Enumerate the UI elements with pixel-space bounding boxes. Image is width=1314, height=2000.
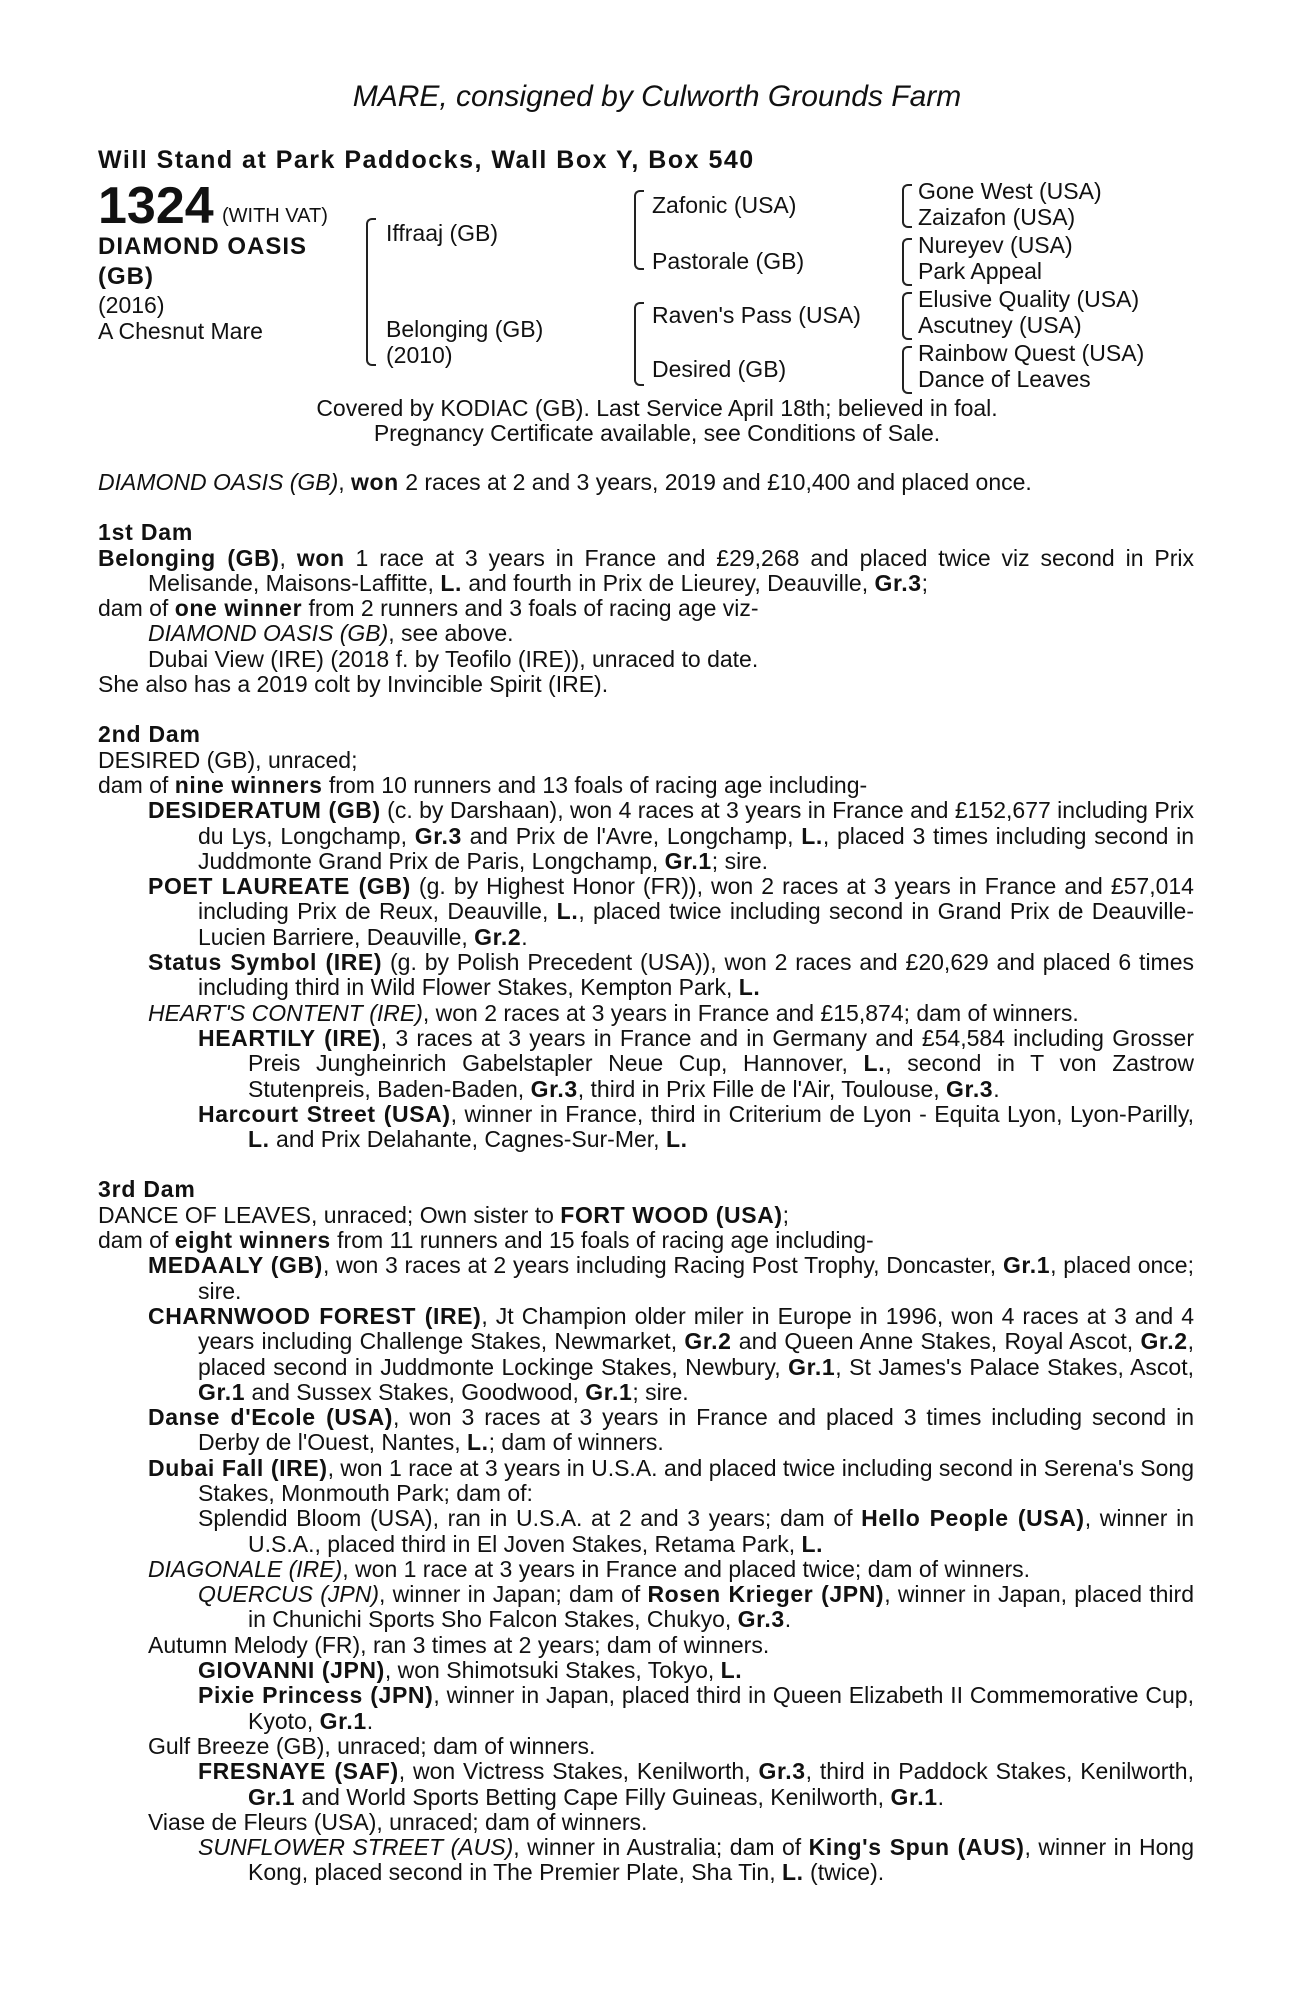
pedigree-brace xyxy=(902,184,912,228)
grand-produce-item: Harcourt Street (USA), winner in France, third in Criterium de Lyon - Equita Lyon, Lyon-Parilly, L. and Prix Delahante, Cagnes-Sur-Mer, L. xyxy=(198,1100,1194,1153)
pedigree-brace xyxy=(634,190,644,270)
third-dam-produce: dam of eight winners from 11 runners and 15 foals of racing age including- xyxy=(98,1227,874,1254)
pedigree-brace xyxy=(902,292,912,340)
pedigree-brace xyxy=(634,302,644,386)
produce-item: HEART'S CONTENT (IRE), won 2 races at 3 years in France and £15,874; dam of winners. xyxy=(148,999,1079,1026)
sd-dam: Park Appeal xyxy=(918,258,1043,284)
produce-item: Status Symbol (IRE) (g. by Polish Precedent (USA)), won 2 races and £20,629 and placed 6 times including third in Wild Flower Stakes, Kempton Park, L. xyxy=(148,949,1194,1001)
ds-dam: Ascutney (USA) xyxy=(918,312,1082,338)
ss-sire: Gone West (USA) xyxy=(918,178,1102,204)
produce-item: DIAGONALE (IRE), won 1 race at 3 years in France and placed twice; dam of winners. xyxy=(148,1555,1031,1582)
produce-note: She also has a 2019 colt by Invincible Spirit (IRE). xyxy=(98,671,609,698)
third-dam-heading: 3rd Dam xyxy=(98,1176,196,1203)
dam: Belonging (GB) xyxy=(386,316,544,342)
produce-item: DIAMOND OASIS (GB), see above. xyxy=(148,620,514,647)
produce-item: MEDAALY (GB), won 3 races at 2 years including Racing Post Trophy, Doncaster, Gr.1, placed once; sire. xyxy=(148,1252,1194,1304)
pedigree-brace xyxy=(366,218,376,366)
produce-item: Dubai Fall (IRE), won 1 race at 3 years in U.S.A. and placed twice including second in Serena's Song Stakes, Monmouth Park; dam of: xyxy=(148,1454,1194,1506)
produce-item: Danse d'Ecole (USA), won 3 races at 3 years in France and placed 3 times including second in Derby de l'Ouest, Nantes, L.; dam of winners. xyxy=(148,1404,1194,1456)
grand-produce-item: FRESNAYE (SAF), won Victress Stakes, Kenilworth, Gr.3, third in Paddock Stakes, Kenilworth, Gr.1 and World Sports Betting Cape Filly Guineas, Kenilworth, Gr.1. xyxy=(198,1758,1194,1810)
sd-sire: Nureyev (USA) xyxy=(918,232,1073,258)
horse-info xyxy=(98,292,263,344)
dam-year: (2010) xyxy=(386,342,453,368)
foaling-year: (2016) xyxy=(98,292,165,318)
stand-location: Will Stand at Park Paddocks, Wall Box Y, Box 540 xyxy=(98,146,755,174)
produce-item: Autumn Melody (FR), ran 3 times at 2 years; dam of winners. xyxy=(148,1631,770,1658)
second-dam-produce: dam of nine winners from 10 runners and 13 foals of racing age including- xyxy=(98,771,868,798)
sire-sire: Zafonic (USA) xyxy=(652,192,797,218)
grand-produce-item: HEARTILY (IRE), 3 races at 3 years in France and in Germany and £54,584 including Grosser Preis Jungheinrich Gabelstapler Neue Cup, Hannover, L., second in T von Zastrow Stutenpreis, Baden-Baden, Gr.3, third in Prix Fille de l'Air, Toulouse, Gr.3. xyxy=(198,1024,1194,1102)
produce-item: Gulf Breeze (GB), unraced; dam of winners. xyxy=(148,1732,596,1759)
horse-name-line1: DIAMOND OASIS xyxy=(98,233,308,260)
produce-item: CHARNWOOD FOREST (IRE), Jt Champion older miler in Europe in 1996, won 4 races at 3 and 4 years including Challenge Stakes, Newmarket, Gr.2 and Queen Anne Stakes, Royal Ascot, Gr.2, placed second in Juddmonte Lockinge Stakes, Newbury, Gr.1, St James's Palace Stakes, Ascot, Gr.1 and Sussex Stakes, Goodwood, Gr.1; sire. xyxy=(148,1302,1194,1405)
horse-name-line2: (GB) xyxy=(98,263,154,290)
second-dam-record: DESIRED (GB), unraced; xyxy=(98,746,358,773)
grand-produce-item: QUERCUS (JPN), winner in Japan; dam of Rosen Krieger (JPN), winner in Japan, placed third in Chunichi Sports Sho Falcon Stakes, Chukyo, Gr.3. xyxy=(198,1581,1194,1633)
pedigree-brace xyxy=(902,238,912,286)
produce-item: Dubai View (IRE) (2018 f. by Teofilo (IRE)), unraced to date. xyxy=(148,645,759,672)
dd-dam: Dance of Leaves xyxy=(918,366,1091,392)
covered-line: Covered by KODIAC (GB). Last Service April 18th; believed in foal. xyxy=(316,395,998,421)
horse-name xyxy=(98,232,307,292)
first-dam-produce: dam of one winner from 2 runners and 3 foals of racing age viz- xyxy=(98,595,759,622)
dam-sire: Raven's Pass (USA) xyxy=(652,302,861,328)
dd-sire: Rainbow Quest (USA) xyxy=(918,340,1145,366)
produce-item: Viase de Fleurs (USA), unraced; dam of winners. xyxy=(148,1808,648,1835)
grand-produce-item: Splendid Bloom (USA), ran in U.S.A. at 2 and 3 years; dam of Hello People (USA), winner in U.S.A., placed third in El Joven Stakes, Retama Park, L. xyxy=(198,1505,1194,1557)
catalogue-body xyxy=(98,470,1194,1886)
third-dam-record: DANCE OF LEAVES, unraced; Own sister to FORT WOOD (USA); xyxy=(98,1201,790,1228)
first-dam-record: Belonging (GB), won 1 race at 3 years in France and £29,268 and placed twice viz second in Prix Melisande, Maisons-Laffitte, L. and fourth in Prix de Lieurey, Deauville, Gr.3; xyxy=(98,544,1195,596)
grand-produce-item: Pixie Princess (JPN), winner in Japan, placed third in Queen Elizabeth II Commemorative Cup, Kyoto, Gr.1. xyxy=(198,1682,1194,1734)
second-dam-heading: 2nd Dam xyxy=(98,721,201,748)
ss-dam: Zaizafon (USA) xyxy=(918,204,1076,230)
produce-item: DESIDERATUM (GB) (c. by Darshaan), won 4 races at 3 years in France and £152,677 including Prix du Lys, Longchamp, Gr.3 and Prix de l'Avre, Longchamp, L., placed 3 times including second in Juddmonte Grand Prix de Paris, Longchamp, Gr.1; sire. xyxy=(148,797,1194,874)
grand-produce-item: GIOVANNI (JPN), won Shimotsuki Stakes, Tokyo, L. xyxy=(198,1657,743,1684)
page-header: MARE, consigned by Culworth Grounds Farm xyxy=(352,80,962,113)
sire: Iffraaj (GB) xyxy=(386,220,499,246)
summary: DIAMOND OASIS (GB), won 2 races at 2 and 3 years, 2019 and £10,400 and placed once. xyxy=(98,469,1032,495)
covering-note xyxy=(0,396,1314,446)
sire-dam: Pastorale (GB) xyxy=(652,248,805,274)
horse-description: A Chesnut Mare xyxy=(98,318,263,344)
produce-item: POET LAUREATE (GB) (g. by Highest Honor (FR)), won 2 races at 3 years in France and £57,014 including Prix de Reux, Deauville, L., placed twice including second in Grand Prix de Deauville-Lucien Barriere, Deauville, Gr.2. xyxy=(148,873,1194,950)
dam-dam: Desired (GB) xyxy=(652,356,787,382)
first-dam-heading: 1st Dam xyxy=(98,519,194,546)
pregnancy-line: Pregnancy Certificate available, see Conditions of Sale. xyxy=(373,420,941,446)
ds-sire: Elusive Quality (USA) xyxy=(918,286,1140,312)
lot-number: 1324 xyxy=(98,177,214,235)
vat-note: (WITH VAT) xyxy=(222,205,328,227)
grand-produce-item: SUNFLOWER STREET (AUS), winner in Australia; dam of King's Spun (AUS), winner in Hong Kong, placed second in The Premier Plate, Sha Tin, L. (twice). xyxy=(198,1834,1194,1886)
pedigree-brace xyxy=(902,346,912,394)
